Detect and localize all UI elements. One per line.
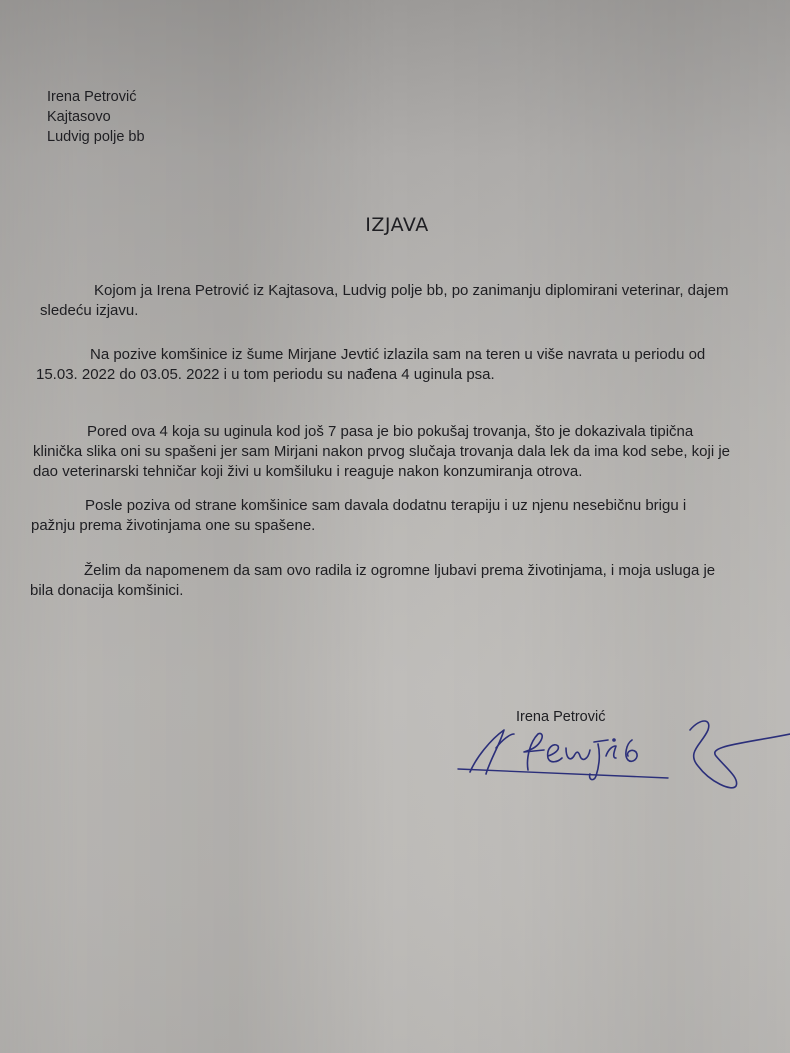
signature-printed-name: Irena Petrović xyxy=(516,709,606,725)
sender-name: Irena Petrović xyxy=(47,89,137,105)
handwritten-signature-icon xyxy=(440,700,790,800)
paragraph-2 xyxy=(36,345,776,385)
paragraph-line: sledeću izjavu. xyxy=(40,302,139,319)
paragraph-line: bila donacija komšinici. xyxy=(30,582,184,599)
paragraph-4 xyxy=(31,496,771,536)
sender-address: Ludvig polje bb xyxy=(47,129,145,145)
paragraph-line: Pored ova 4 koja su uginula kod još 7 pasa je bio pokušaj trovanja, što je dokazivala tipična xyxy=(87,423,694,440)
sender-place: Kajtasovo xyxy=(47,109,111,125)
paragraph-1 xyxy=(40,281,780,321)
paragraph-line: klinička slika oni su spašeni jer sam Mirjani nakon prvog slučaja trovanja dala lek da ima kod sebe, koji je xyxy=(33,443,731,460)
signature-block xyxy=(440,700,790,800)
paragraph-5 xyxy=(30,561,770,601)
document-title: IZJAVA xyxy=(365,214,429,236)
paragraph-line: pažnju prema životinjama one su spašene. xyxy=(31,517,316,534)
paragraph-line: Na pozive komšinice iz šume Mirjane Jevtić izlazila sam na teren u više navrata u periodu od xyxy=(90,346,706,363)
paragraph-line: 15.03. 2022 do 03.05. 2022 i u tom periodu su nađena 4 uginula psa. xyxy=(36,366,495,383)
paragraph-line: Želim da napomenem da sam ovo radila iz ogromne ljubavi prema životinjama, i moja usluga je xyxy=(84,562,716,579)
paragraph-line: Posle poziva od strane komšinice sam davala dodatnu terapiju i uz njenu nesebičnu brigu i xyxy=(85,497,687,514)
sender-address-block xyxy=(47,87,145,147)
paragraph-3 xyxy=(33,422,773,482)
paragraph-line: dao veterinarski tehničar koji živi u komšiluku i reaguje nakon konzumiranja otrova. xyxy=(33,463,583,480)
paragraph-line: Kojom ja Irena Petrović iz Kajtasova, Ludvig polje bb, po zanimanju diplomirani veterinar, dajem xyxy=(94,282,729,299)
